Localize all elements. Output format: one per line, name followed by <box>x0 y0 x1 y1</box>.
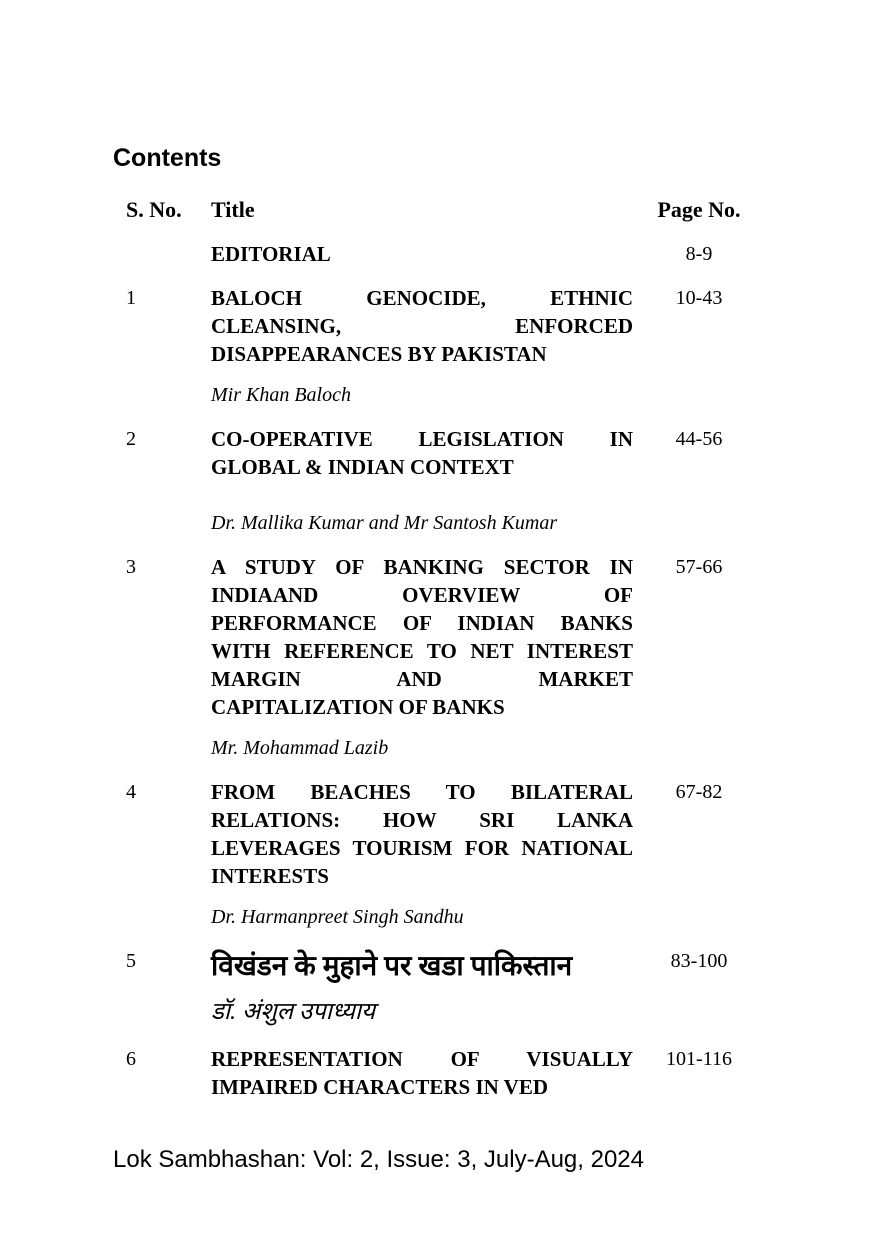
entry-author: Mir Khan Baloch <box>211 384 351 406</box>
table-of-contents <box>126 196 765 1117</box>
toc-entry-editorial <box>126 240 765 268</box>
entry-pages: 8-9 <box>685 243 713 265</box>
toc-entry-1 <box>126 284 765 409</box>
toc-entry-6 <box>126 1045 765 1101</box>
column-header-page: Page No. <box>657 197 741 222</box>
entry-number: 2 <box>126 428 136 450</box>
entry-title: EDITORIAL <box>211 242 331 266</box>
entry-number: 3 <box>126 556 136 578</box>
entry-pages: 101-116 <box>666 1048 732 1070</box>
entry-pages: 67-82 <box>675 781 723 803</box>
entry-pages: 10-43 <box>675 287 723 309</box>
entry-author: Dr. Mallika Kumar and Mr Santosh Kumar <box>211 512 558 534</box>
entry-title: FROM BEACHES TO BILATERAL RELATIONS: HOW SRI LANKA LEVERAGES TOURISM FOR NATIONAL INTERESTS <box>211 780 633 888</box>
entry-title: CO-OPERATIVE LEGISLATION IN GLOBAL & INDIAN CONTEXT <box>211 427 633 479</box>
entry-title: REPRESENTATION OF VISUALLY IMPAIRED CHARACTERS IN VED <box>211 1047 633 1099</box>
toc-entry-2 <box>126 425 765 537</box>
toc-entry-5 <box>126 947 765 1029</box>
entry-title: BALOCH GENOCIDE, ETHNIC CLEANSING, ENFORCED DISAPPEARANCES BY PAKISTAN <box>211 286 633 366</box>
entry-pages: 83-100 <box>670 950 728 972</box>
entry-author: Dr. Harmanpreet Singh Sandhu <box>211 906 464 928</box>
entry-author: डॉ. अंशुल उपाध्याय <box>211 999 376 1025</box>
entry-pages: 57-66 <box>675 556 723 578</box>
entry-number: 1 <box>126 287 136 309</box>
toc-entry-4 <box>126 778 765 931</box>
entry-author: Mr. Mohammad Lazib <box>211 737 389 759</box>
column-header-sno: S. No. <box>126 197 182 222</box>
entry-title: विखंडन के मुहाने पर खडा पाकिस्तान <box>211 951 573 982</box>
column-header-title: Title <box>211 197 255 222</box>
entry-pages: 44-56 <box>675 428 723 450</box>
toc-header-row <box>126 196 765 224</box>
entry-number: 4 <box>126 781 136 803</box>
entry-number: 6 <box>126 1048 136 1070</box>
entry-title: A STUDY OF BANKING SECTOR IN INDIAAND OVERVIEW OF PERFORMANCE OF INDIAN BANKS WITH REFERENCE TO NET INTEREST MARGIN AND MARKET CAPITALIZATION OF BANKS <box>211 555 633 719</box>
toc-entry-3 <box>126 553 765 762</box>
journal-footer: Lok Sambhashan: Vol: 2, Issue: 3, July-Aug, 2024 <box>113 1146 644 1173</box>
entry-number: 5 <box>126 950 136 972</box>
page-title: Contents <box>113 144 222 172</box>
